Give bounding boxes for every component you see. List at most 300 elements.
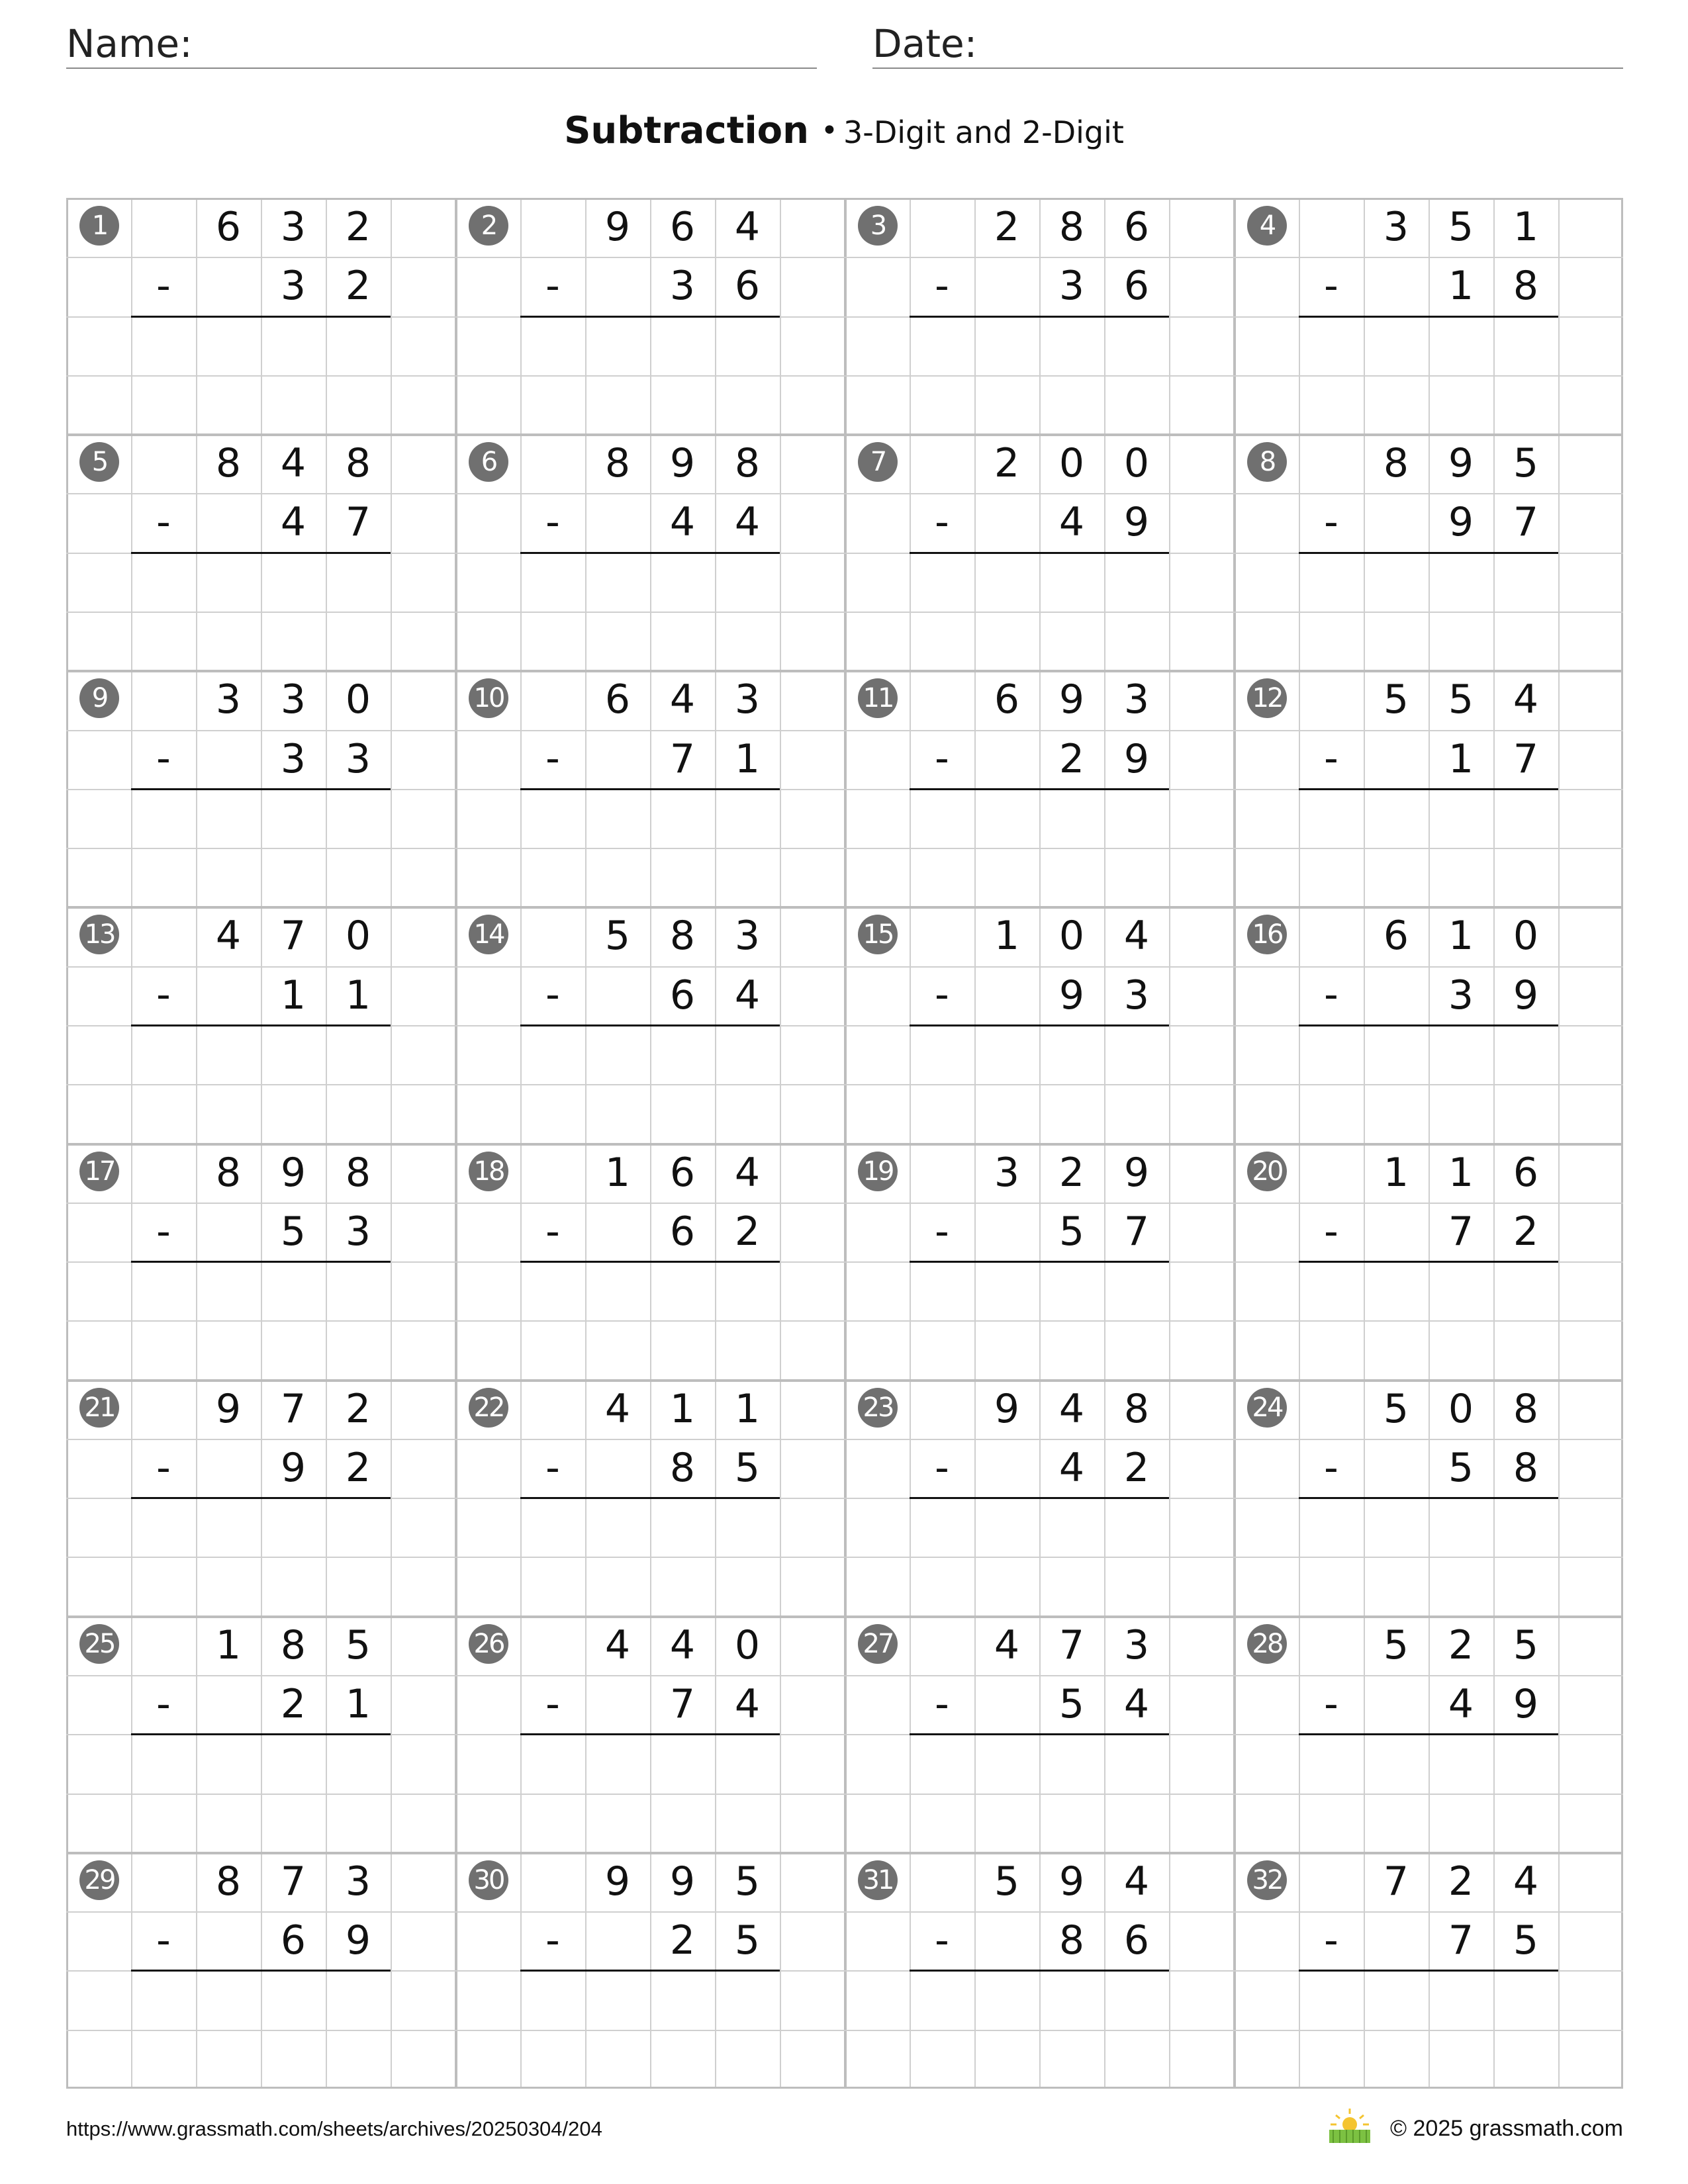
minuend-digit: 1 bbox=[734, 1385, 761, 1432]
problem-number-badge: 10 bbox=[469, 678, 508, 718]
problem-number-badge: 11 bbox=[858, 678, 898, 718]
problem-22 bbox=[455, 1380, 845, 1616]
subtrahend-digit: 7 bbox=[669, 1681, 696, 1728]
minuend-digit: 3 bbox=[994, 1149, 1020, 1196]
minuend-digit: 5 bbox=[734, 1858, 761, 1905]
answer-area[interactable] bbox=[131, 318, 391, 374]
problem-number-badge: 30 bbox=[469, 1860, 508, 1900]
subtrahend-digit: 3 bbox=[1058, 263, 1085, 310]
minuend-digit: 2 bbox=[1448, 1858, 1474, 1905]
grass-sun-logo-icon bbox=[1327, 2106, 1373, 2146]
minuend-digit: 9 bbox=[1123, 1149, 1150, 1196]
subtrahend-digit: 2 bbox=[1513, 1208, 1539, 1255]
minuend-digit: 8 bbox=[215, 1858, 242, 1905]
problem-number-badge: 6 bbox=[469, 442, 508, 482]
minuend-digit: 4 bbox=[734, 1149, 761, 1196]
answer-area[interactable] bbox=[520, 1735, 780, 1792]
minuend-digit: 1 bbox=[604, 1149, 631, 1196]
minuend-digit: 5 bbox=[604, 913, 631, 960]
subtrahend-digit: 3 bbox=[345, 1208, 371, 1255]
minuend-digit: 8 bbox=[1058, 204, 1085, 250]
minus-sign: - bbox=[545, 1208, 560, 1255]
problem-number-badge: 28 bbox=[1247, 1624, 1287, 1664]
answer-area[interactable] bbox=[131, 790, 391, 846]
minuend-digit: 8 bbox=[734, 440, 761, 487]
minus-sign: - bbox=[156, 1208, 171, 1255]
minuend-digit: 7 bbox=[280, 1858, 306, 1905]
minuend-digit: 4 bbox=[1123, 1858, 1150, 1905]
minuend-digit: 6 bbox=[994, 676, 1020, 723]
subtrahend-digit: 9 bbox=[345, 1917, 371, 1964]
minuend-digit: 1 bbox=[1513, 204, 1539, 250]
subtrahend-digit: 6 bbox=[1123, 263, 1150, 310]
subtrahend-digit: 9 bbox=[1448, 499, 1474, 546]
subtrahend-digit: 7 bbox=[1513, 735, 1539, 782]
problem-4 bbox=[1234, 198, 1623, 434]
problem-number-badge: 29 bbox=[79, 1860, 119, 1900]
minus-sign: - bbox=[545, 1680, 560, 1727]
problem-26 bbox=[455, 1616, 845, 1852]
subtrahend-digit: 5 bbox=[1513, 1917, 1539, 1964]
minus-sign: - bbox=[156, 1444, 171, 1491]
minuend-digit: 9 bbox=[215, 1385, 242, 1432]
answer-area[interactable] bbox=[131, 1735, 391, 1792]
date-label: Date: bbox=[872, 21, 978, 66]
problem-3 bbox=[845, 198, 1234, 434]
subtrahend-digit: 6 bbox=[669, 972, 696, 1019]
problem-12 bbox=[1234, 670, 1623, 907]
minuend-digit: 5 bbox=[1513, 1621, 1539, 1668]
problem-number-badge: 15 bbox=[858, 915, 898, 954]
minuend-digit: 8 bbox=[215, 1149, 242, 1196]
subtrahend-digit: 9 bbox=[280, 1444, 306, 1491]
minuend-digit: 6 bbox=[604, 676, 631, 723]
minuend-digit: 4 bbox=[669, 1621, 696, 1668]
problem-number-badge: 14 bbox=[469, 915, 508, 954]
answer-area[interactable] bbox=[1299, 1735, 1558, 1792]
subtrahend-digit: 9 bbox=[1123, 735, 1150, 782]
date-field[interactable] bbox=[872, 20, 1623, 69]
minus-sign: - bbox=[935, 263, 949, 309]
minuend-digit: 0 bbox=[345, 913, 371, 960]
minus-sign: - bbox=[545, 263, 560, 309]
subtrahend-digit: 1 bbox=[345, 1681, 371, 1728]
subtrahend-digit: 3 bbox=[1448, 972, 1474, 1019]
subtrahend-digit: 5 bbox=[1448, 1444, 1474, 1491]
minuend-digit: 6 bbox=[1383, 913, 1409, 960]
subtrahend-digit: 2 bbox=[669, 1917, 696, 1964]
minuend-digit: 3 bbox=[734, 676, 761, 723]
subtrahend-digit: 2 bbox=[1123, 1444, 1150, 1491]
minuend-digit: 6 bbox=[669, 204, 696, 250]
answer-area[interactable] bbox=[1299, 1972, 1558, 2028]
answer-area[interactable] bbox=[520, 1972, 780, 2028]
subtrahend-digit: 7 bbox=[1513, 499, 1539, 546]
subtrahend-digit: 8 bbox=[1058, 1917, 1085, 1964]
problem-number-badge: 8 bbox=[1247, 442, 1287, 482]
minuend-digit: 9 bbox=[1058, 1858, 1085, 1905]
minuend-digit: 8 bbox=[345, 1149, 371, 1196]
minus-sign: - bbox=[156, 1917, 171, 1964]
minuend-digit: 0 bbox=[1058, 440, 1085, 487]
subtrahend-digit: 1 bbox=[1448, 735, 1474, 782]
subtrahend-digit: 7 bbox=[345, 499, 371, 546]
problem-number-badge: 1 bbox=[79, 206, 119, 246]
minuend-digit: 4 bbox=[669, 676, 696, 723]
minuend-digit: 9 bbox=[669, 440, 696, 487]
answer-area[interactable] bbox=[910, 1972, 1169, 2028]
minuend-digit: 4 bbox=[604, 1621, 631, 1668]
subtrahend-digit: 8 bbox=[1513, 1444, 1539, 1491]
minuend-digit: 3 bbox=[280, 204, 306, 250]
answer-area[interactable] bbox=[1299, 1263, 1558, 1319]
title-subtitle: 3-Digit and 2-Digit bbox=[843, 114, 1124, 150]
minus-sign: - bbox=[545, 735, 560, 782]
minus-sign: - bbox=[156, 735, 171, 782]
minus-sign: - bbox=[1324, 972, 1338, 1019]
subtrahend-digit: 2 bbox=[280, 1681, 306, 1728]
problem-number-badge: 26 bbox=[469, 1624, 508, 1664]
minuend-digit: 5 bbox=[994, 1858, 1020, 1905]
minuend-digit: 5 bbox=[1383, 1385, 1409, 1432]
answer-area[interactable] bbox=[1299, 790, 1558, 846]
minuend-digit: 9 bbox=[1448, 440, 1474, 487]
subtrahend-digit: 2 bbox=[734, 1208, 761, 1255]
problem-21 bbox=[66, 1380, 455, 1616]
minus-sign: - bbox=[545, 1917, 560, 1964]
minuend-digit: 7 bbox=[1058, 1621, 1085, 1668]
answer-area[interactable] bbox=[1299, 554, 1558, 610]
minuend-digit: 5 bbox=[1448, 676, 1474, 723]
problem-number-badge: 12 bbox=[1247, 678, 1287, 718]
problem-number-badge: 21 bbox=[79, 1388, 119, 1428]
minus-sign: - bbox=[1324, 735, 1338, 782]
problem-17 bbox=[66, 1144, 455, 1380]
minuend-digit: 0 bbox=[734, 1621, 761, 1668]
subtrahend-digit: 9 bbox=[1513, 972, 1539, 1019]
problem-24 bbox=[1234, 1380, 1623, 1616]
minuend-digit: 5 bbox=[1513, 440, 1539, 487]
problem-number-badge: 24 bbox=[1247, 1388, 1287, 1428]
minuend-digit: 0 bbox=[1448, 1385, 1474, 1432]
minuend-digit: 6 bbox=[669, 1149, 696, 1196]
minuend-digit: 4 bbox=[280, 440, 306, 487]
problem-number-badge: 23 bbox=[858, 1388, 898, 1428]
minuend-digit: 0 bbox=[1513, 913, 1539, 960]
subtrahend-digit: 5 bbox=[1058, 1208, 1085, 1255]
subtrahend-digit: 4 bbox=[1058, 1444, 1085, 1491]
problem-5 bbox=[66, 434, 455, 670]
subtrahend-digit: 1 bbox=[280, 972, 306, 1019]
answer-area[interactable] bbox=[520, 318, 780, 374]
problem-number-badge: 19 bbox=[858, 1152, 898, 1191]
minuend-digit: 9 bbox=[669, 1858, 696, 1905]
minuend-digit: 7 bbox=[280, 913, 306, 960]
problem-9 bbox=[66, 670, 455, 907]
minuend-digit: 3 bbox=[215, 676, 242, 723]
answer-area[interactable] bbox=[910, 1499, 1169, 1555]
minuend-digit: 3 bbox=[1123, 1621, 1150, 1668]
minuend-digit: 8 bbox=[215, 440, 242, 487]
minuend-digit: 1 bbox=[215, 1621, 242, 1668]
minus-sign: - bbox=[545, 499, 560, 546]
problem-7 bbox=[845, 434, 1234, 670]
worksheet-grid bbox=[66, 198, 1623, 2089]
subtrahend-digit: 5 bbox=[280, 1208, 306, 1255]
minuend-digit: 3 bbox=[280, 676, 306, 723]
minuend-digit: 9 bbox=[994, 1385, 1020, 1432]
minus-sign: - bbox=[1324, 1917, 1338, 1964]
footer-url: https://www.grassmath.com/sheets/archives/20250304/204 bbox=[66, 2117, 602, 2140]
subtrahend-digit: 6 bbox=[734, 263, 761, 310]
answer-area[interactable] bbox=[520, 1026, 780, 1083]
subtrahend-digit: 6 bbox=[1123, 1917, 1150, 1964]
subtrahend-digit: 3 bbox=[1123, 972, 1150, 1019]
minus-sign: - bbox=[1324, 263, 1338, 309]
problem-30 bbox=[455, 1852, 845, 2089]
minus-sign: - bbox=[545, 1444, 560, 1491]
minuend-digit: 4 bbox=[1513, 1858, 1539, 1905]
problem-27 bbox=[845, 1616, 1234, 1852]
name-field[interactable] bbox=[66, 20, 817, 69]
minus-sign: - bbox=[935, 1444, 949, 1491]
subtrahend-digit: 2 bbox=[345, 1444, 371, 1491]
subtrahend-digit: 2 bbox=[1058, 735, 1085, 782]
problem-13 bbox=[66, 907, 455, 1143]
problem-11 bbox=[845, 670, 1234, 907]
problem-number-badge: 7 bbox=[858, 442, 898, 482]
minuend-digit: 9 bbox=[604, 1858, 631, 1905]
minuend-digit: 9 bbox=[280, 1149, 306, 1196]
subtrahend-digit: 3 bbox=[280, 735, 306, 782]
minuend-digit: 9 bbox=[1058, 676, 1085, 723]
problem-28 bbox=[1234, 1616, 1623, 1852]
minus-sign: - bbox=[156, 972, 171, 1019]
minuend-digit: 4 bbox=[734, 204, 761, 250]
minuend-digit: 5 bbox=[1383, 676, 1409, 723]
minuend-digit: 2 bbox=[345, 204, 371, 250]
minus-sign: - bbox=[1324, 1680, 1338, 1727]
subtrahend-digit: 5 bbox=[734, 1444, 761, 1491]
problem-number-badge: 9 bbox=[79, 678, 119, 718]
minus-sign: - bbox=[935, 972, 949, 1019]
minuend-digit: 8 bbox=[280, 1621, 306, 1668]
minuend-digit: 8 bbox=[345, 440, 371, 487]
minuend-digit: 7 bbox=[280, 1385, 306, 1432]
footer-copyright: © 2025 grassmath.com bbox=[1390, 2116, 1623, 2141]
subtrahend-digit: 5 bbox=[1058, 1681, 1085, 1728]
answer-area[interactable] bbox=[1299, 1499, 1558, 1555]
subtrahend-digit: 9 bbox=[1058, 972, 1085, 1019]
minuend-digit: 0 bbox=[1058, 913, 1085, 960]
answer-area[interactable] bbox=[910, 1026, 1169, 1083]
problem-number-badge: 3 bbox=[858, 206, 898, 246]
minus-sign: - bbox=[935, 499, 949, 546]
minuend-digit: 4 bbox=[604, 1385, 631, 1432]
problem-29 bbox=[66, 1852, 455, 2089]
minuend-digit: 1 bbox=[1448, 1149, 1474, 1196]
minuend-digit: 4 bbox=[1123, 913, 1150, 960]
minus-sign: - bbox=[1324, 1444, 1338, 1491]
title-bullet: • bbox=[821, 114, 838, 148]
answer-area[interactable] bbox=[910, 1735, 1169, 1792]
problem-18 bbox=[455, 1144, 845, 1380]
minuend-digit: 2 bbox=[994, 440, 1020, 487]
problem-number-badge: 32 bbox=[1247, 1860, 1287, 1900]
page-title bbox=[0, 105, 1688, 159]
name-label: Name: bbox=[66, 21, 193, 66]
minuend-digit: 4 bbox=[1513, 676, 1539, 723]
problem-number-badge: 17 bbox=[79, 1152, 119, 1191]
problem-number-badge: 2 bbox=[469, 206, 508, 246]
subtrahend-digit: 3 bbox=[345, 735, 371, 782]
minuend-digit: 2 bbox=[345, 1385, 371, 1432]
problem-1 bbox=[66, 198, 455, 434]
problem-31 bbox=[845, 1852, 1234, 2089]
minus-sign: - bbox=[1324, 499, 1338, 546]
subtrahend-digit: 6 bbox=[669, 1208, 696, 1255]
problem-23 bbox=[845, 1380, 1234, 1616]
problem-10 bbox=[455, 670, 845, 907]
subtrahend-digit: 4 bbox=[1448, 1681, 1474, 1728]
answer-area[interactable] bbox=[910, 554, 1169, 610]
subtrahend-digit: 4 bbox=[734, 972, 761, 1019]
subtrahend-digit: 1 bbox=[734, 735, 761, 782]
problem-number-badge: 16 bbox=[1247, 915, 1287, 954]
minuend-digit: 0 bbox=[345, 676, 371, 723]
subtrahend-digit: 8 bbox=[669, 1444, 696, 1491]
minuend-digit: 5 bbox=[1383, 1621, 1409, 1668]
problem-number-badge: 22 bbox=[469, 1388, 508, 1428]
subtrahend-digit: 6 bbox=[280, 1917, 306, 1964]
subtrahend-digit: 4 bbox=[669, 499, 696, 546]
minuend-digit: 2 bbox=[1058, 1149, 1085, 1196]
answer-area[interactable] bbox=[131, 554, 391, 610]
subtrahend-digit: 9 bbox=[1513, 1681, 1539, 1728]
minus-sign: - bbox=[935, 735, 949, 782]
problem-number-badge: 31 bbox=[858, 1860, 898, 1900]
problem-number-badge: 5 bbox=[79, 442, 119, 482]
answer-area[interactable] bbox=[131, 1499, 391, 1555]
minuend-digit: 8 bbox=[1383, 440, 1409, 487]
answer-area[interactable] bbox=[131, 1972, 391, 2028]
answer-area[interactable] bbox=[910, 1263, 1169, 1319]
problem-8 bbox=[1234, 434, 1623, 670]
minus-sign: - bbox=[935, 1208, 949, 1255]
subtrahend-digit: 9 bbox=[1123, 499, 1150, 546]
problem-20 bbox=[1234, 1144, 1623, 1380]
minuend-digit: 1 bbox=[994, 913, 1020, 960]
subtrahend-digit: 3 bbox=[669, 263, 696, 310]
minuend-digit: 4 bbox=[215, 913, 242, 960]
minuend-digit: 2 bbox=[994, 204, 1020, 250]
answer-area[interactable] bbox=[520, 554, 780, 610]
minuend-digit: 1 bbox=[1383, 1149, 1409, 1196]
answer-area[interactable] bbox=[1299, 1026, 1558, 1083]
problem-number-badge: 13 bbox=[79, 915, 119, 954]
minuend-digit: 3 bbox=[734, 913, 761, 960]
minuend-digit: 6 bbox=[215, 204, 242, 250]
minuend-digit: 3 bbox=[1123, 676, 1150, 723]
answer-area[interactable] bbox=[910, 318, 1169, 374]
minuend-digit: 6 bbox=[1123, 204, 1150, 250]
problem-16 bbox=[1234, 907, 1623, 1143]
minus-sign: - bbox=[156, 263, 171, 309]
minuend-digit: 8 bbox=[1513, 1385, 1539, 1432]
minuend-digit: 0 bbox=[1123, 440, 1150, 487]
answer-area[interactable] bbox=[131, 1026, 391, 1083]
minuend-digit: 8 bbox=[1123, 1385, 1150, 1432]
answer-area[interactable] bbox=[910, 790, 1169, 846]
minuend-digit: 5 bbox=[345, 1621, 371, 1668]
minus-sign: - bbox=[1324, 1208, 1338, 1255]
minuend-digit: 7 bbox=[1383, 1858, 1409, 1905]
minuend-digit: 5 bbox=[1448, 204, 1474, 250]
minuend-digit: 3 bbox=[345, 1858, 371, 1905]
problem-19 bbox=[845, 1144, 1234, 1380]
answer-area[interactable] bbox=[520, 1499, 780, 1555]
subtrahend-digit: 1 bbox=[345, 972, 371, 1019]
minuend-digit: 9 bbox=[604, 204, 631, 250]
minus-sign: - bbox=[545, 972, 560, 1019]
subtrahend-digit: 1 bbox=[1448, 263, 1474, 310]
subtrahend-digit: 2 bbox=[345, 263, 371, 310]
problem-number-badge: 18 bbox=[469, 1152, 508, 1191]
minus-sign: - bbox=[935, 1917, 949, 1964]
problem-2 bbox=[455, 198, 845, 434]
minuend-digit: 6 bbox=[1513, 1149, 1539, 1196]
answer-area[interactable] bbox=[131, 1263, 391, 1319]
title-main: Subtraction bbox=[564, 109, 810, 152]
subtrahend-digit: 5 bbox=[734, 1917, 761, 1964]
answer-area[interactable] bbox=[1299, 318, 1558, 374]
problem-number-badge: 27 bbox=[858, 1624, 898, 1664]
problem-6 bbox=[455, 434, 845, 670]
subtrahend-digit: 7 bbox=[1448, 1208, 1474, 1255]
minuend-digit: 4 bbox=[994, 1621, 1020, 1668]
answer-area[interactable] bbox=[520, 790, 780, 846]
problem-32 bbox=[1234, 1852, 1623, 2089]
minuend-digit: 8 bbox=[604, 440, 631, 487]
subtrahend-digit: 8 bbox=[1513, 263, 1539, 310]
problem-14 bbox=[455, 907, 845, 1143]
subtrahend-digit: 4 bbox=[734, 499, 761, 546]
minus-sign: - bbox=[156, 499, 171, 546]
problem-number-badge: 25 bbox=[79, 1624, 119, 1664]
problem-number-badge: 4 bbox=[1247, 206, 1287, 246]
minuend-digit: 1 bbox=[1448, 913, 1474, 960]
subtrahend-digit: 4 bbox=[1123, 1681, 1150, 1728]
minuend-digit: 2 bbox=[1448, 1621, 1474, 1668]
problem-15 bbox=[845, 907, 1234, 1143]
subtrahend-digit: 7 bbox=[1123, 1208, 1150, 1255]
subtrahend-digit: 3 bbox=[280, 263, 306, 310]
subtrahend-digit: 7 bbox=[1448, 1917, 1474, 1964]
subtrahend-digit: 7 bbox=[669, 735, 696, 782]
subtrahend-digit: 4 bbox=[734, 1681, 761, 1728]
minus-sign: - bbox=[156, 1680, 171, 1727]
minuend-digit: 4 bbox=[1058, 1385, 1085, 1432]
problem-25 bbox=[66, 1616, 455, 1852]
subtrahend-digit: 4 bbox=[280, 499, 306, 546]
minuend-digit: 1 bbox=[669, 1385, 696, 1432]
answer-area[interactable] bbox=[520, 1263, 780, 1319]
problem-number-badge: 20 bbox=[1247, 1152, 1287, 1191]
minuend-digit: 8 bbox=[669, 913, 696, 960]
subtrahend-digit: 4 bbox=[1058, 499, 1085, 546]
minus-sign: - bbox=[935, 1680, 949, 1727]
minuend-digit: 3 bbox=[1383, 204, 1409, 250]
